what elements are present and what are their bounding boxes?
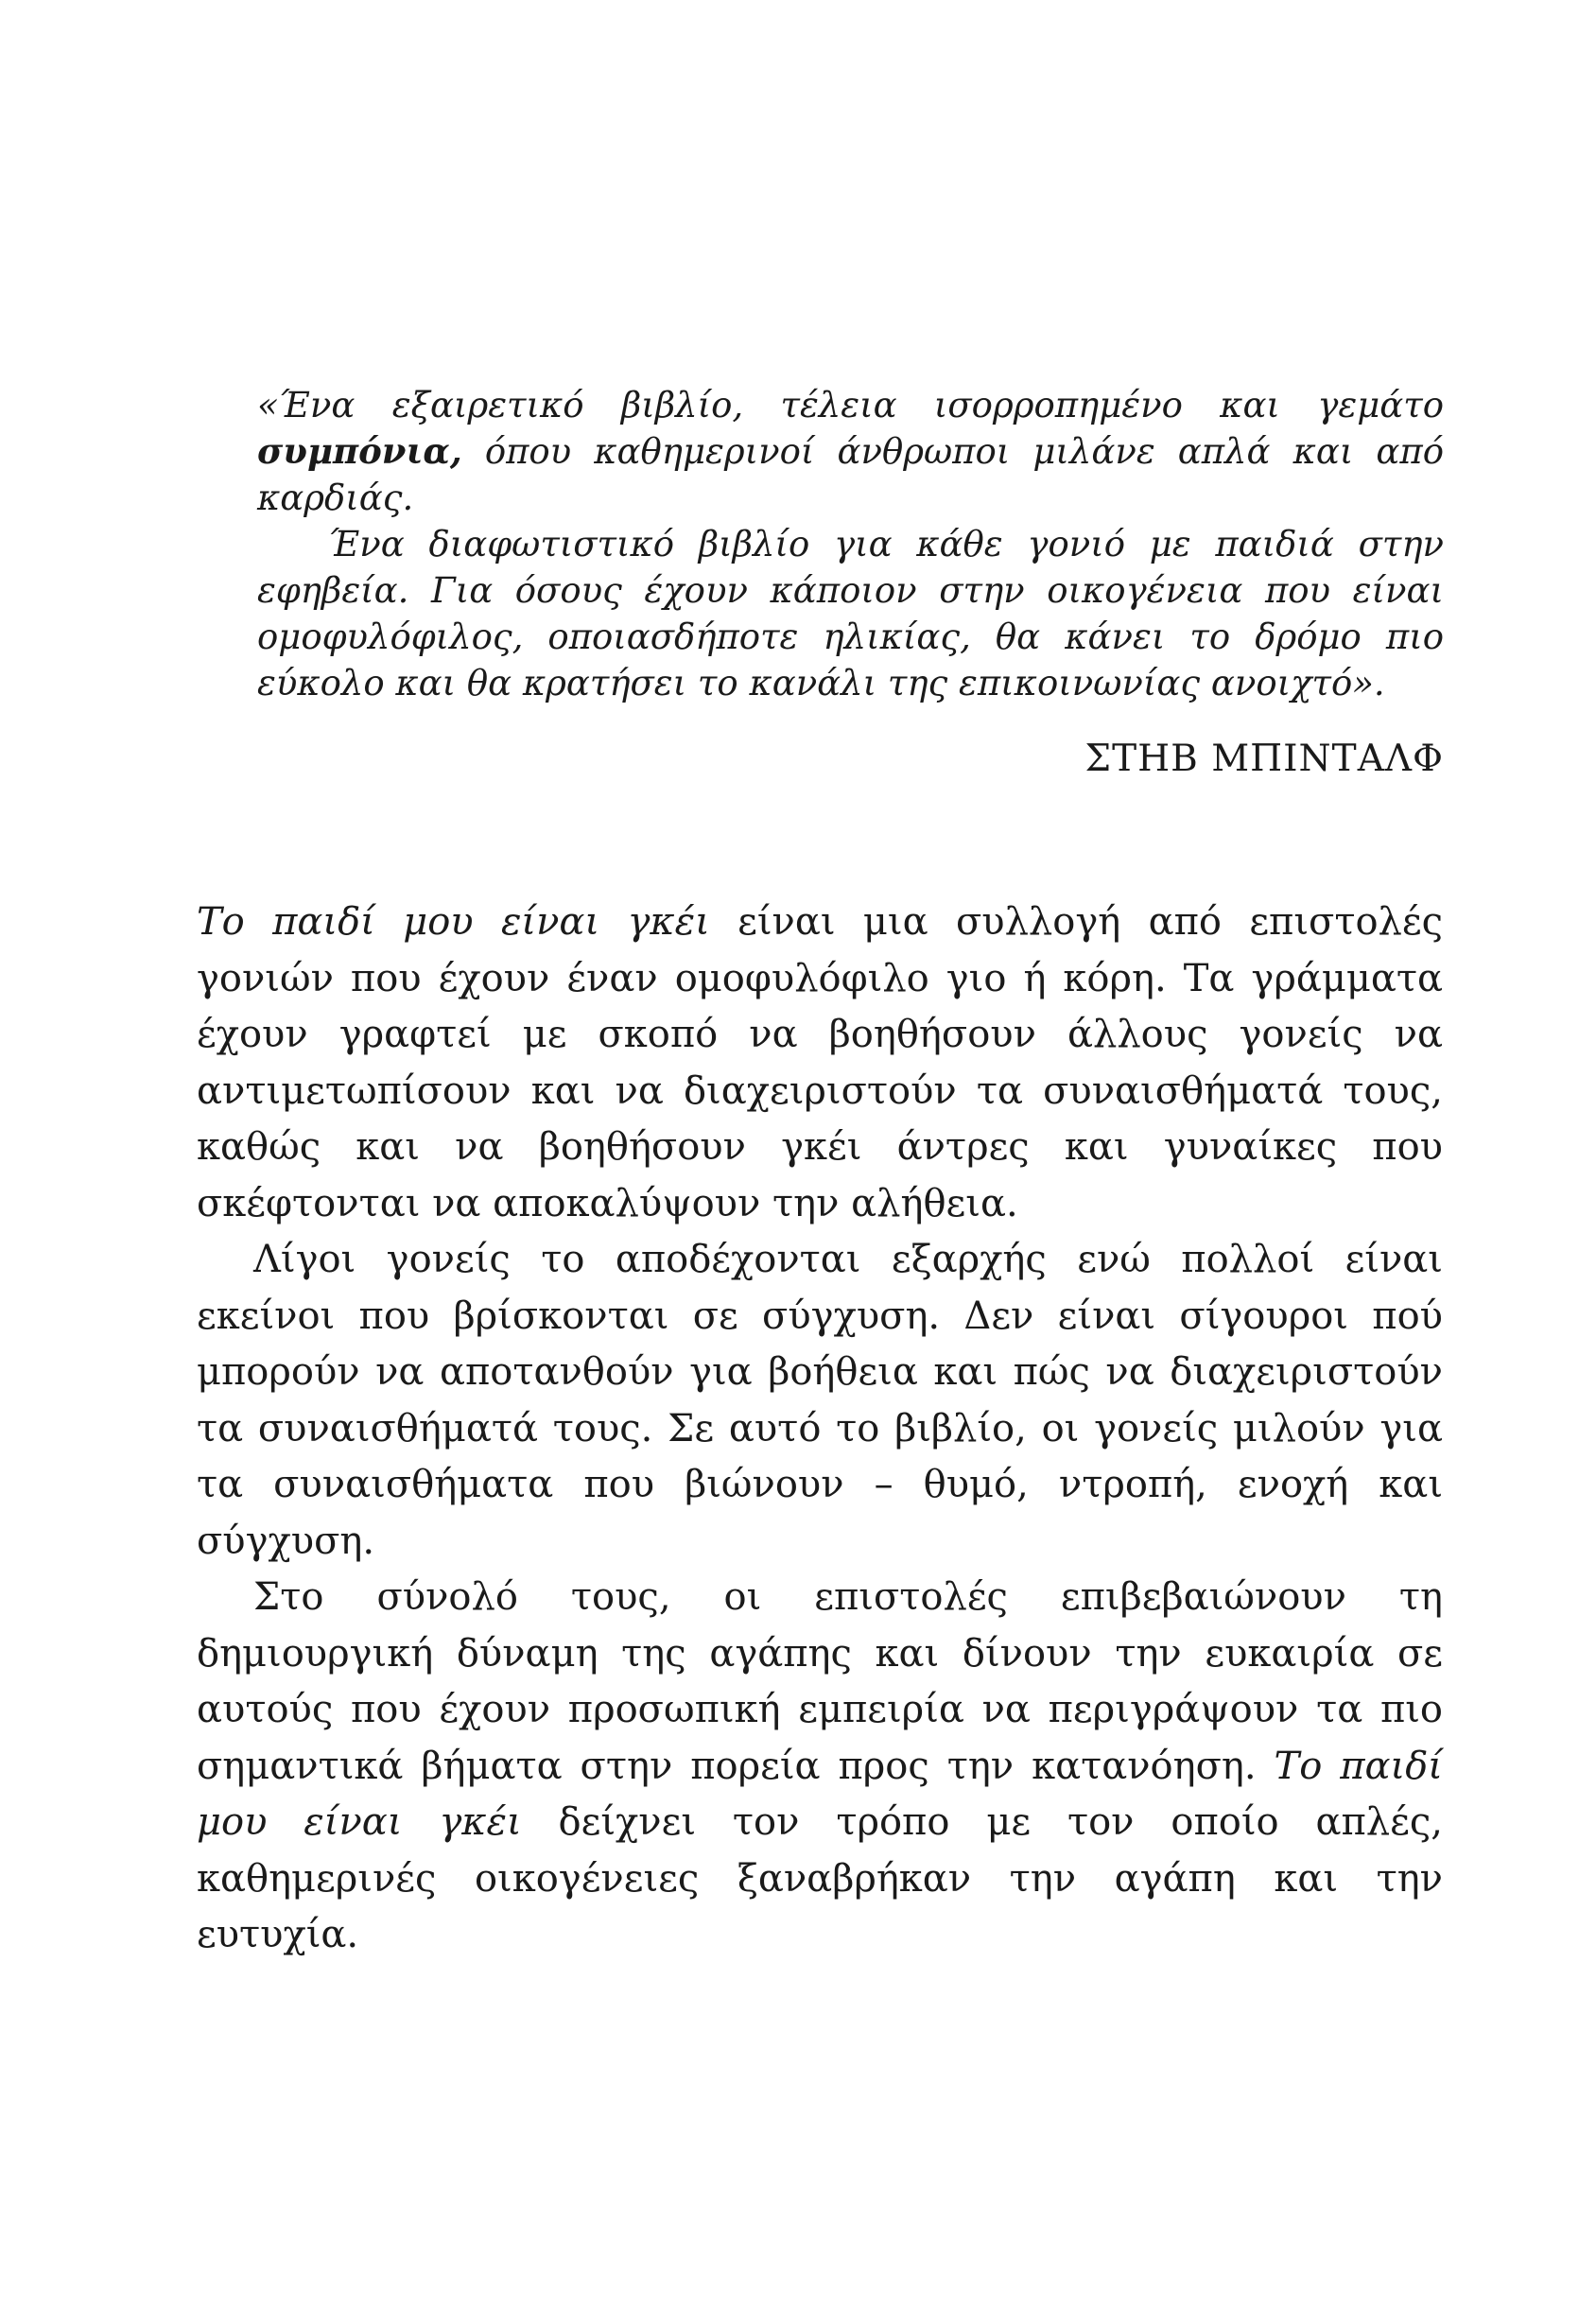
- quote-paragraph-1: [257, 382, 1444, 521]
- quote-p1-end: όπου καθημερινοί άνθρωποι μιλάνε απλά και από καρδιάς.: [257, 431, 1444, 518]
- description-p3-end: δείχνει τον τρόπο με τον οποίο απλές, καθημερινές οικογένειες ξαναβρήκαν την αγάπη και την ευτυχία.: [197, 1800, 1443, 1956]
- description-paragraph-3: [197, 1570, 1443, 1964]
- book-title-italic-2: Το παιδί μου είναι γκέι: [197, 1744, 1443, 1844]
- endorsement-quote: [257, 382, 1444, 706]
- quote-p1-start: «Ένα εξαιρετικό βιβλίο, τέλεια ισορροπημένο και γεμάτο: [257, 385, 1444, 426]
- book-title-italic: Το παιδί μου είναι γκέι: [197, 900, 710, 944]
- quote-paragraph-2: Ένα διαφωτιστικό βιβλίο για κάθε γονιό με παιδιά στην εφηβεία. Για όσους έχουν κάποιον στην οικογένεια που είναι ομοφυλόφιλος, οποιασδήποτε ηλικίας, θα κάνει το δρόμο πιο εύκολο και θα κρατήσει το κανάλι της επικοινωνίας ανοιχτό».: [257, 524, 1444, 703]
- quote-attribution: ΣΤΗΒ ΜΠΙΝΤΑΛΦ: [1084, 738, 1444, 780]
- book-description: [197, 894, 1443, 1964]
- description-paragraph-1: [197, 894, 1443, 1232]
- description-p1-rest: είναι μια συλλογή από επιστολές γονιών που έχουν έναν ομοφυλόφιλο γιο ή κόρη. Τα γράμματα έχουν γραφτεί με σκοπό να βοηθήσουν άλλους γονείς να αντιμετωπίσουν και να διαχειριστούν τα συναισθήματά τους, καθώς και να βοηθήσουν γκέι άντρες και γυναίκες που σκέφτονται να αποκαλύψουν την αλήθεια.: [197, 900, 1444, 1225]
- description-p3-start: Στο σύνολό τους, οι επιστολές επιβεβαιώνουν τη δημιουργική δύναμη της αγάπης και δίνουν την ευκαιρία σε αυτούς που έχουν προσωπική εμπειρία να περιγράψουν τα πιο σημαντικά βήματα στην πορεία προς την κατανόηση.: [197, 1575, 1443, 1788]
- quote-p1-bold: συμπόνια,: [257, 430, 462, 472]
- description-paragraph-2: Λίγοι γονείς το αποδέχονται εξαρχής ενώ πολλοί είναι εκείνοι που βρίσκονται σε σύγχυση. Δεν είναι σίγουροι πού μπορούν να αποτανθούν για βοήθεια και πώς να διαχειριστούν τα συναισθήματά τους. Σε αυτό το βιβλίο, οι γονείς μιλούν για τα συναισθήματα που βιώνουν – θυμό, ντροπή, ενοχή και σύγχυση.: [197, 1238, 1443, 1563]
